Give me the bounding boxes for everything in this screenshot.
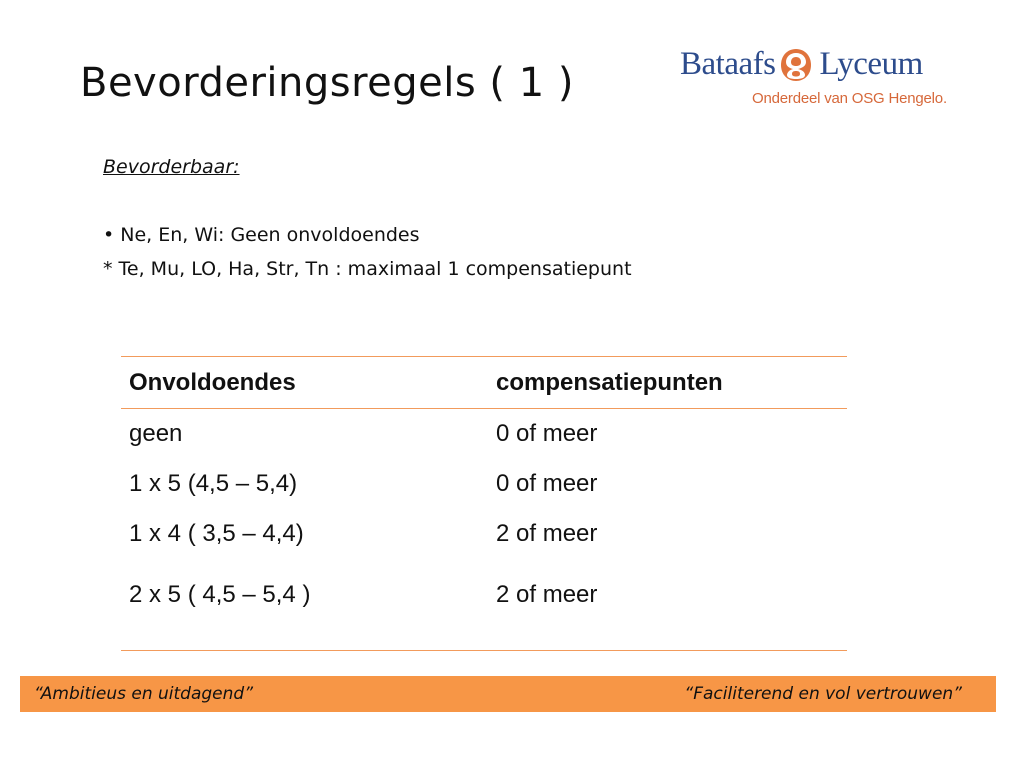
- rules-subheading: Bevorderbaar:: [103, 156, 240, 178]
- table-header-onvoldoendes: Onvoldoendes: [129, 368, 296, 396]
- table-cell: 1 x 4 ( 3,5 – 4,4): [129, 520, 304, 547]
- table-cell: 2 of meer: [496, 520, 598, 547]
- table-cell: 1 x 5 (4,5 – 5,4): [129, 470, 298, 497]
- rules-text: [103, 150, 632, 286]
- footer-motto-left: “Ambitieus en uitdagend”: [34, 684, 254, 704]
- table-cell: 2 x 5 ( 4,5 – 5,4 ): [129, 581, 311, 608]
- rule-line-2: * Te, Mu, LO, Ha, Str, Tn : maximaal 1 compensatiepunt: [103, 258, 632, 280]
- footer-motto-right: “Faciliterend en vol vertrouwen”: [684, 684, 962, 704]
- table-header-compensatiepunten: compensatiepunten: [496, 368, 723, 396]
- school-logo: [680, 36, 950, 116]
- footer-bar: [20, 676, 996, 712]
- logo-emblem-icon: [779, 47, 813, 83]
- logo-name: [680, 46, 923, 83]
- logo-name-part2: Lyceum: [819, 46, 923, 82]
- rules-table: [121, 356, 847, 651]
- table-header-row: [121, 357, 847, 409]
- table-row: [121, 459, 847, 509]
- slide-title: Bevorderingsregels ( 1 ): [80, 60, 575, 106]
- spacer: [103, 184, 632, 218]
- rule-line-1: • Ne, En, Wi: Geen onvoldoendes: [103, 224, 420, 246]
- logo-name-part1: Bataafs: [680, 46, 776, 82]
- table-row: [121, 509, 847, 559]
- table-cell: 2 of meer: [496, 581, 598, 608]
- table-row: [121, 559, 847, 631]
- table-cell: 0 of meer: [496, 470, 598, 497]
- table-row: [121, 409, 847, 459]
- logo-subtitle: Onderdeel van OSG Hengelo.: [752, 90, 947, 107]
- table-cell: 0 of meer: [496, 420, 598, 447]
- table-cell: geen: [129, 420, 183, 447]
